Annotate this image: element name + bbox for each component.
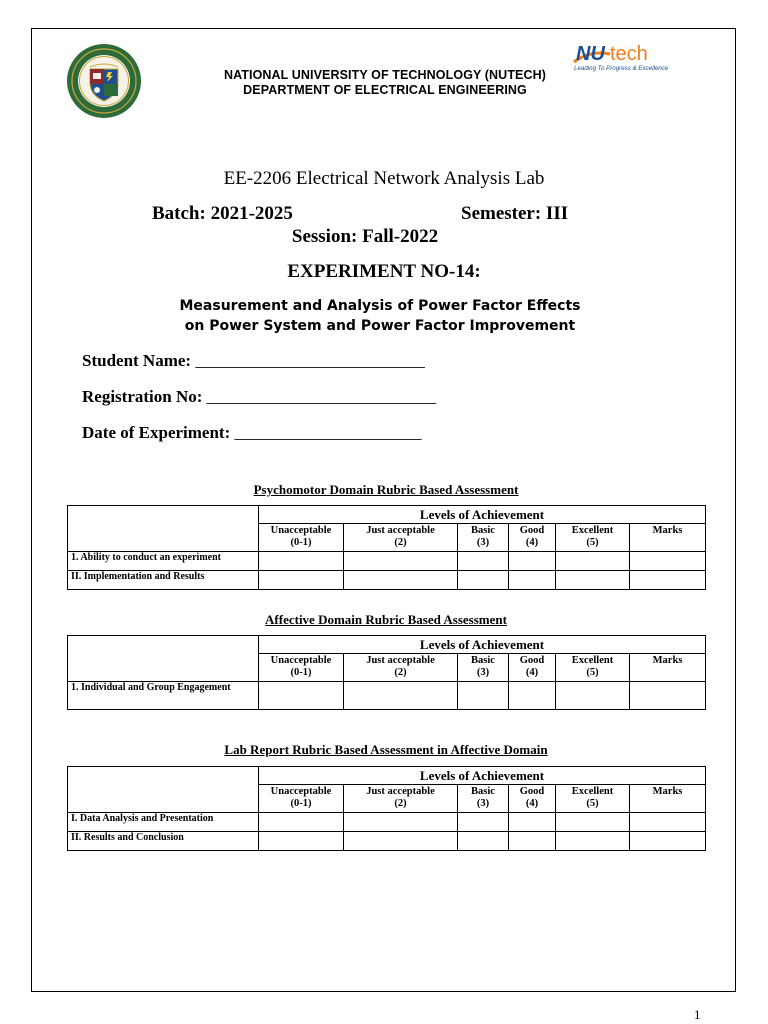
score-cell[interactable] — [509, 682, 556, 710]
score-cell[interactable] — [458, 813, 509, 832]
col-excellent: Excellent (5) — [556, 654, 630, 682]
score-cell[interactable] — [259, 552, 344, 571]
col-just-acceptable: Just acceptable (2) — [344, 524, 458, 552]
criterion-label: 1. Individual and Group Engagement — [68, 682, 259, 710]
score-cell[interactable] — [344, 571, 458, 590]
col-good: Good (4) — [509, 654, 556, 682]
date-label: Date of Experiment: — [82, 423, 231, 442]
experiment-number: EXPERIMENT NO-14: — [287, 261, 481, 282]
col-unacceptable: Unacceptable (0-1) — [259, 654, 344, 682]
score-cell[interactable] — [458, 552, 509, 571]
psychomotor-title: Psychomotor Domain Rubric Based Assessment — [253, 482, 519, 497]
score-cell[interactable] — [556, 571, 630, 590]
col-basic: Basic (3) — [458, 654, 509, 682]
table-row — [68, 813, 706, 832]
score-cell[interactable] — [259, 682, 344, 710]
student-name-label: Student Name: — [82, 351, 192, 370]
score-cell[interactable] — [259, 813, 344, 832]
score-cell[interactable] — [509, 832, 556, 851]
col-excellent: Excellent (5) — [556, 785, 630, 813]
university-name: NATIONAL UNIVERSITY OF TECHNOLOGY (NUTECH) — [223, 68, 547, 82]
col-unacceptable: Unacceptable (0-1) — [259, 524, 344, 552]
registration-blank[interactable]: ___________________________ — [206, 387, 437, 406]
nutech-logo-tagline: Leading To Progress & Excellence — [574, 65, 669, 72]
table-row — [68, 571, 706, 590]
col-marks: Marks — [630, 524, 706, 552]
score-cell[interactable] — [509, 552, 556, 571]
score-cell[interactable] — [556, 813, 630, 832]
student-name-field[interactable] — [82, 351, 425, 371]
experiment-title-line1: Measurement and Analysis of Power Factor Effects — [179, 298, 581, 314]
affective-table — [67, 635, 706, 710]
marks-cell[interactable] — [630, 813, 706, 832]
score-cell[interactable] — [458, 832, 509, 851]
levels-header: Levels of Achievement — [259, 506, 706, 524]
registration-field[interactable] — [82, 387, 436, 407]
date-field[interactable] — [82, 423, 422, 443]
score-cell[interactable] — [556, 552, 630, 571]
lab-report-table — [67, 766, 706, 851]
lab-report-title: Lab Report Rubric Based Assessment in Affective Domain — [224, 742, 548, 757]
score-cell[interactable] — [556, 682, 630, 710]
experiment-title-line2: on Power System and Power Factor Improvement — [184, 318, 576, 334]
score-cell[interactable] — [458, 682, 509, 710]
col-marks: Marks — [630, 654, 706, 682]
score-cell[interactable] — [344, 813, 458, 832]
col-just-acceptable: Just acceptable (2) — [344, 785, 458, 813]
table-row — [68, 552, 706, 571]
criterion-label: 1. Ability to conduct an experiment — [68, 552, 259, 571]
marks-cell[interactable] — [630, 552, 706, 571]
col-unacceptable: Unacceptable (0-1) — [259, 785, 344, 813]
col-excellent: Excellent (5) — [556, 524, 630, 552]
date-blank[interactable]: ______________________ — [234, 423, 422, 442]
table-row — [68, 832, 706, 851]
psychomotor-table — [67, 505, 706, 590]
score-cell[interactable] — [344, 682, 458, 710]
page-number: 1 — [694, 1007, 701, 1022]
score-cell[interactable] — [344, 832, 458, 851]
score-cell[interactable] — [259, 571, 344, 590]
marks-cell[interactable] — [630, 682, 706, 710]
levels-header: Levels of Achievement — [259, 767, 706, 785]
score-cell[interactable] — [509, 813, 556, 832]
nutech-logo-tech: tech — [610, 43, 648, 65]
student-name-blank[interactable]: ___________________________ — [195, 351, 425, 370]
col-marks: Marks — [630, 785, 706, 813]
criterion-label: I. Data Analysis and Presentation — [68, 813, 259, 832]
col-basic: Basic (3) — [458, 524, 509, 552]
score-cell[interactable] — [458, 571, 509, 590]
col-good: Good (4) — [509, 524, 556, 552]
criterion-label: II. Implementation and Results — [68, 571, 259, 590]
batch-label: Batch: 2021-2025 — [152, 203, 293, 224]
score-cell[interactable] — [259, 832, 344, 851]
marks-cell[interactable] — [630, 571, 706, 590]
col-good: Good (4) — [509, 785, 556, 813]
score-cell[interactable] — [344, 552, 458, 571]
marks-cell[interactable] — [630, 832, 706, 851]
semester-label: Semester: III — [461, 203, 569, 224]
nutech-logo-nu: NU — [576, 43, 605, 65]
table-row — [68, 682, 706, 710]
criterion-label: II. Results and Conclusion — [68, 832, 259, 851]
session-label: Session: Fall-2022 — [291, 226, 439, 247]
criteria-header-blank — [68, 506, 259, 524]
score-cell[interactable] — [556, 832, 630, 851]
registration-label: Registration No: — [82, 387, 203, 406]
course-title: EE-2206 Electrical Network Analysis Lab — [223, 168, 545, 189]
levels-header: Levels of Achievement — [259, 636, 706, 654]
department-name: DEPARTMENT OF ELECTRICAL ENGINEERING — [243, 83, 527, 97]
col-just-acceptable: Just acceptable (2) — [344, 654, 458, 682]
score-cell[interactable] — [509, 571, 556, 590]
col-basic: Basic (3) — [458, 785, 509, 813]
affective-title: Affective Domain Rubric Based Assessment — [265, 612, 507, 627]
